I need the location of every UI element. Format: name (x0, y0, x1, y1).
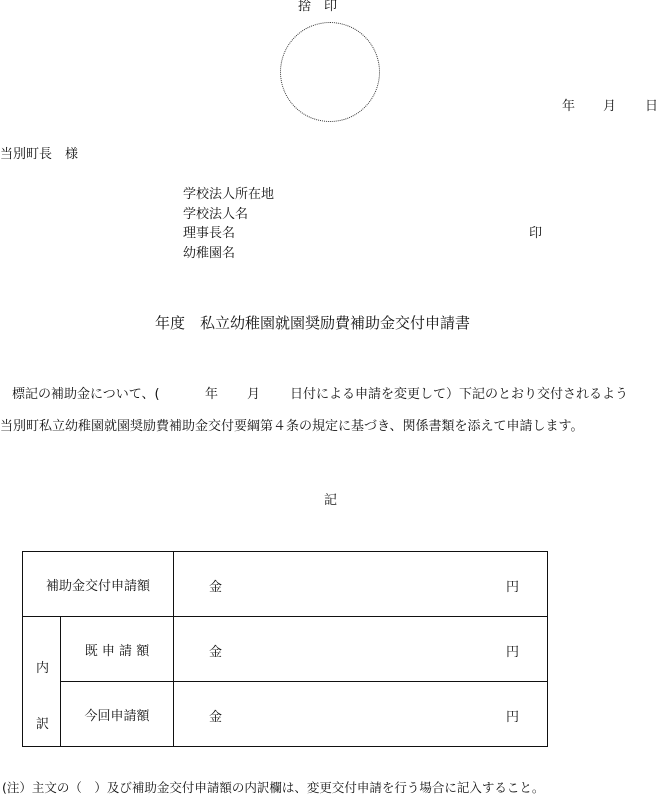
amount-table (22, 551, 548, 747)
body-line1-start: 標記の補助金について、( (12, 387, 160, 402)
table-row (23, 552, 548, 617)
kin-mark: 金 (209, 710, 223, 725)
addressee: 当別町長 様 (0, 147, 79, 162)
current-application-amount-cell[interactable] (174, 682, 548, 747)
date-month-label: 月 (603, 99, 617, 114)
body-line1-year: 年 (205, 387, 219, 402)
previous-application-amount-label: 既 申 請 額 (61, 617, 174, 682)
date-year-label: 年 (562, 99, 576, 114)
document-title: 年度 私立幼稚園就園奨励費補助金交付申請書 (155, 314, 471, 332)
current-application-amount-label: 今回申請額 (61, 682, 174, 747)
subsidy-application-amount-label: 補助金交付申請額 (23, 552, 174, 617)
seal-circle (280, 22, 380, 122)
applicant-address-label: 学校法人所在地 (183, 187, 275, 202)
footnote: (注）主文の（ ）及び補助金交付申請額の内訳欄は、変更交付申請を行う場合に記入すること。 (2, 780, 545, 795)
date-day-label: 日 (645, 99, 658, 114)
chairman-seal-mark: 印 (529, 226, 543, 241)
table-row (23, 682, 548, 747)
previous-application-amount-cell[interactable] (174, 617, 548, 682)
kin-mark: 金 (209, 645, 223, 660)
breakdown-char-2: 訳 (36, 717, 50, 732)
applicant-name-label: 学校法人名 (183, 207, 249, 222)
ki-mark: 記 (324, 493, 338, 508)
body-line2: 当別町私立幼稚園就園奨励費補助金交付要綱第４条の規定に基づき、関係書類を添えて申請します。 (0, 419, 584, 434)
breakdown-label (23, 617, 61, 747)
yen-mark: 円 (506, 580, 520, 595)
subsidy-application-amount-cell[interactable] (174, 552, 548, 617)
yen-mark: 円 (506, 710, 520, 725)
seal-label: 捨 印 (298, 0, 338, 14)
body-line1-month: 月 (247, 387, 261, 402)
table-row (23, 617, 548, 682)
kin-mark: 金 (209, 580, 223, 595)
kindergarten-label: 幼稚園名 (183, 246, 236, 261)
yen-mark: 円 (506, 645, 520, 660)
body-line1-end: 日付による申請を変更して）下記のとおり交付されるよう (290, 387, 629, 402)
chairman-label: 理事長名 (183, 226, 236, 241)
breakdown-char-1: 内 (36, 661, 50, 676)
